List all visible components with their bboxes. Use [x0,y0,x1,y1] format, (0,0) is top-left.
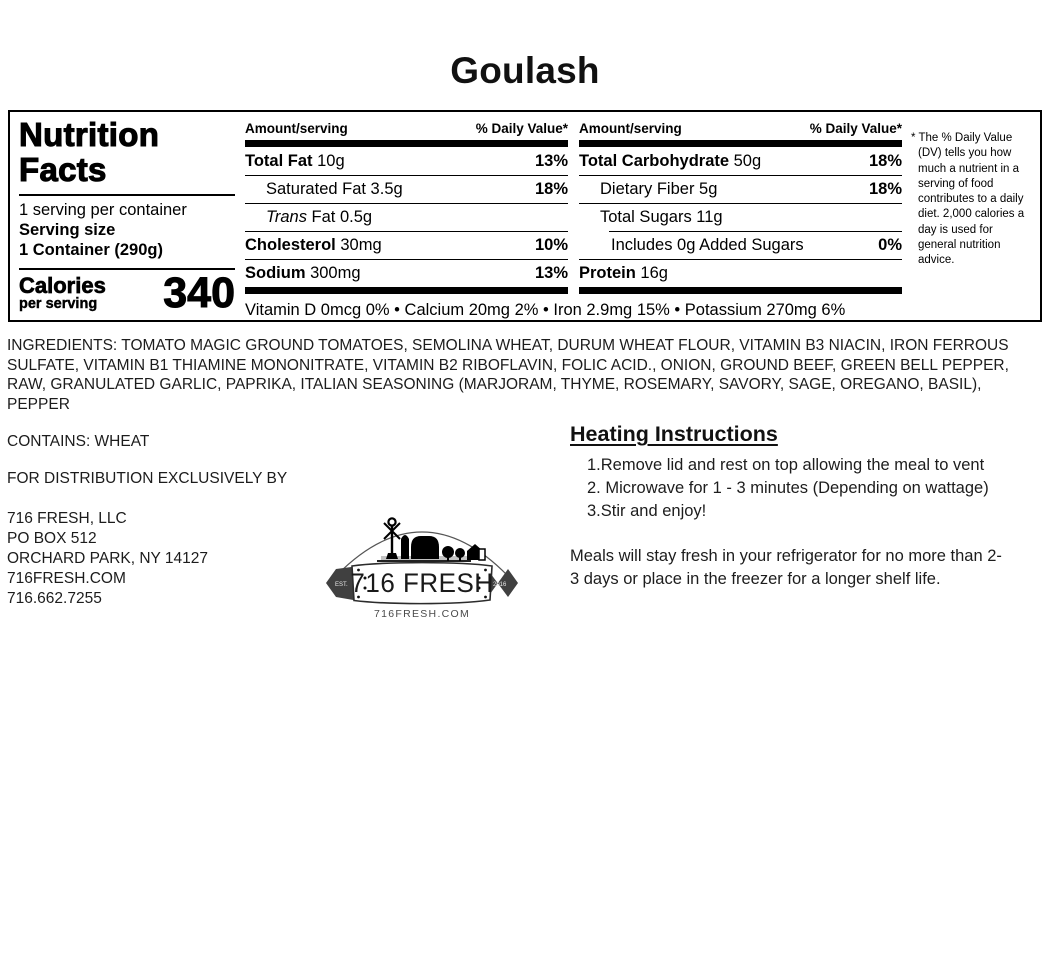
nutrition-facts-panel [8,110,1042,322]
nutrient-name: Sodium 300mg [245,264,361,282]
nutrition-facts-columns [245,116,902,319]
daily-value-footnote: * The % Daily Value (DV) tells you how much a nutrient in a serving of food contributes to a daily diet. 2,000 calories a day is used for general nutrition advice. [911,132,1025,267]
nutrition-column-1 [245,120,568,294]
heating-steps-list [587,454,989,523]
storage-note: Meals will stay fresh in your refrigerator for no more than 2-3 days or place in the freezer for a longer shelf life. [570,547,1002,589]
distribution-line: 716.662.7255 [7,590,102,607]
logo-farm-icon [321,509,523,623]
heating-instructions-title: Heating Instructions [570,422,778,446]
nutrient-daily-value: 10% [534,236,568,254]
nutrient-row [579,203,902,231]
serving-size-value: 1 Container (290g) [19,240,163,259]
nutrient-name: Total Sugars 11g [600,208,723,226]
thick-divider [579,287,902,294]
nutrient-row [579,175,902,203]
nutrient-daily-value: 18% [868,151,902,170]
nutrient-name: Cholesterol 30mg [245,236,382,254]
nutrient-row [245,147,568,175]
nutrient-daily-value: 18% [868,180,902,198]
heating-step: 3. Stir and enjoy! [587,502,707,521]
servings-per-container: 1 serving per container [19,201,187,220]
distribution-line: 716FRESH.COM [7,570,126,587]
distribution-line: PO BOX 512 [7,530,97,547]
distribution-line: 716 FRESH, LLC [7,510,127,527]
nutrient-name: Trans Fat 0.5g [266,208,373,226]
nutrient-daily-value: 0% [878,235,902,254]
nutrient-name: Total Carbohydrate 50g [579,151,762,170]
micronutrients-line: Vitamin D 0mcg 0% • Calcium 20mg 2% • Iron 2.9mg 15% • Potassium 270mg 6% [245,301,846,319]
heating-step: 2. Microwave for 1 - 3 minutes (Depending on wattage) [587,479,989,498]
svg-text:EST.: EST. [335,582,348,588]
heating-step: 1. Remove lid and rest on top allowing the meal to vent [587,456,985,474]
heating-instructions-section [570,422,1015,591]
svg-text:716 FRESH: 716 FRESH [350,567,494,599]
nutrient-name: Protein 16g [579,264,668,282]
nutrient-daily-value: 13% [534,151,568,170]
thick-divider [245,287,568,294]
divider [19,194,235,196]
nutrient-row [579,231,902,259]
distribution-line: ORCHARD PARK, NY 14127 [7,550,209,567]
nutrient-name: Includes 0g Added Sugars [611,235,804,254]
thick-divider [245,140,568,147]
svg-text:2016: 2016 [493,582,507,588]
nutrition-facts-title: Nutrition Facts [19,116,160,188]
calories-value: 340 [163,268,235,317]
nutrition-facts-left-section [17,116,245,316]
distribution-line: FOR DISTRIBUTION EXCLUSIVELY BY [7,470,288,487]
nutrition-column-2 [579,120,902,294]
page-title: Goulash [450,50,600,91]
column-header: Amount/serving % Daily Value* [245,121,568,136]
nutrient-row [245,203,568,231]
nutrient-row [245,175,568,203]
calories-row [19,268,235,317]
svg-text:716FRESH.COM: 716FRESH.COM [373,608,471,620]
brand-logo [321,509,523,623]
thick-divider [579,140,902,147]
nutrient-daily-value: 13% [534,264,568,282]
distribution-text [7,469,287,609]
serving-size-label: Serving size [19,220,116,239]
nutrient-row [245,259,568,287]
nutrient-row [579,259,902,287]
ingredients-text: INGREDIENTS: TOMATO MAGIC GROUND TOMATOES, SEMOLINA WHEAT, DURUM WHEAT FLOUR, VITAMIN B3 NIACIN, IRON FERROUS SULFATE, VITAMIN B1 THIAMINE MONONITRATE, VITAMIN B2 RIBOFLAVIN, FOLIC ACID., ONION, GROUND BEEF, GREEN BELL PEPPER, RAW, GRANULATED GARLIC, PAPRIKA, ITALIAN SEASONING (MARJORAM, THYME, ROSEMARY, SAVORY, SAGE, OREGANO, BASIL), PEPPER [7,337,1009,413]
nutrient-daily-value: 18% [534,180,568,198]
nutrient-name: Saturated Fat 3.5g [266,180,403,198]
nutrient-row [245,231,568,259]
nutrient-name: Dietary Fiber 5g [600,180,718,198]
calories-label: Calories per serving [19,272,106,312]
column-header: Amount/serving % Daily Value* [579,121,902,136]
nutrient-row [579,147,902,175]
nutrient-name: Total Fat 10g [245,151,345,170]
allergen-contains-text: CONTAINS: WHEAT [7,433,150,450]
